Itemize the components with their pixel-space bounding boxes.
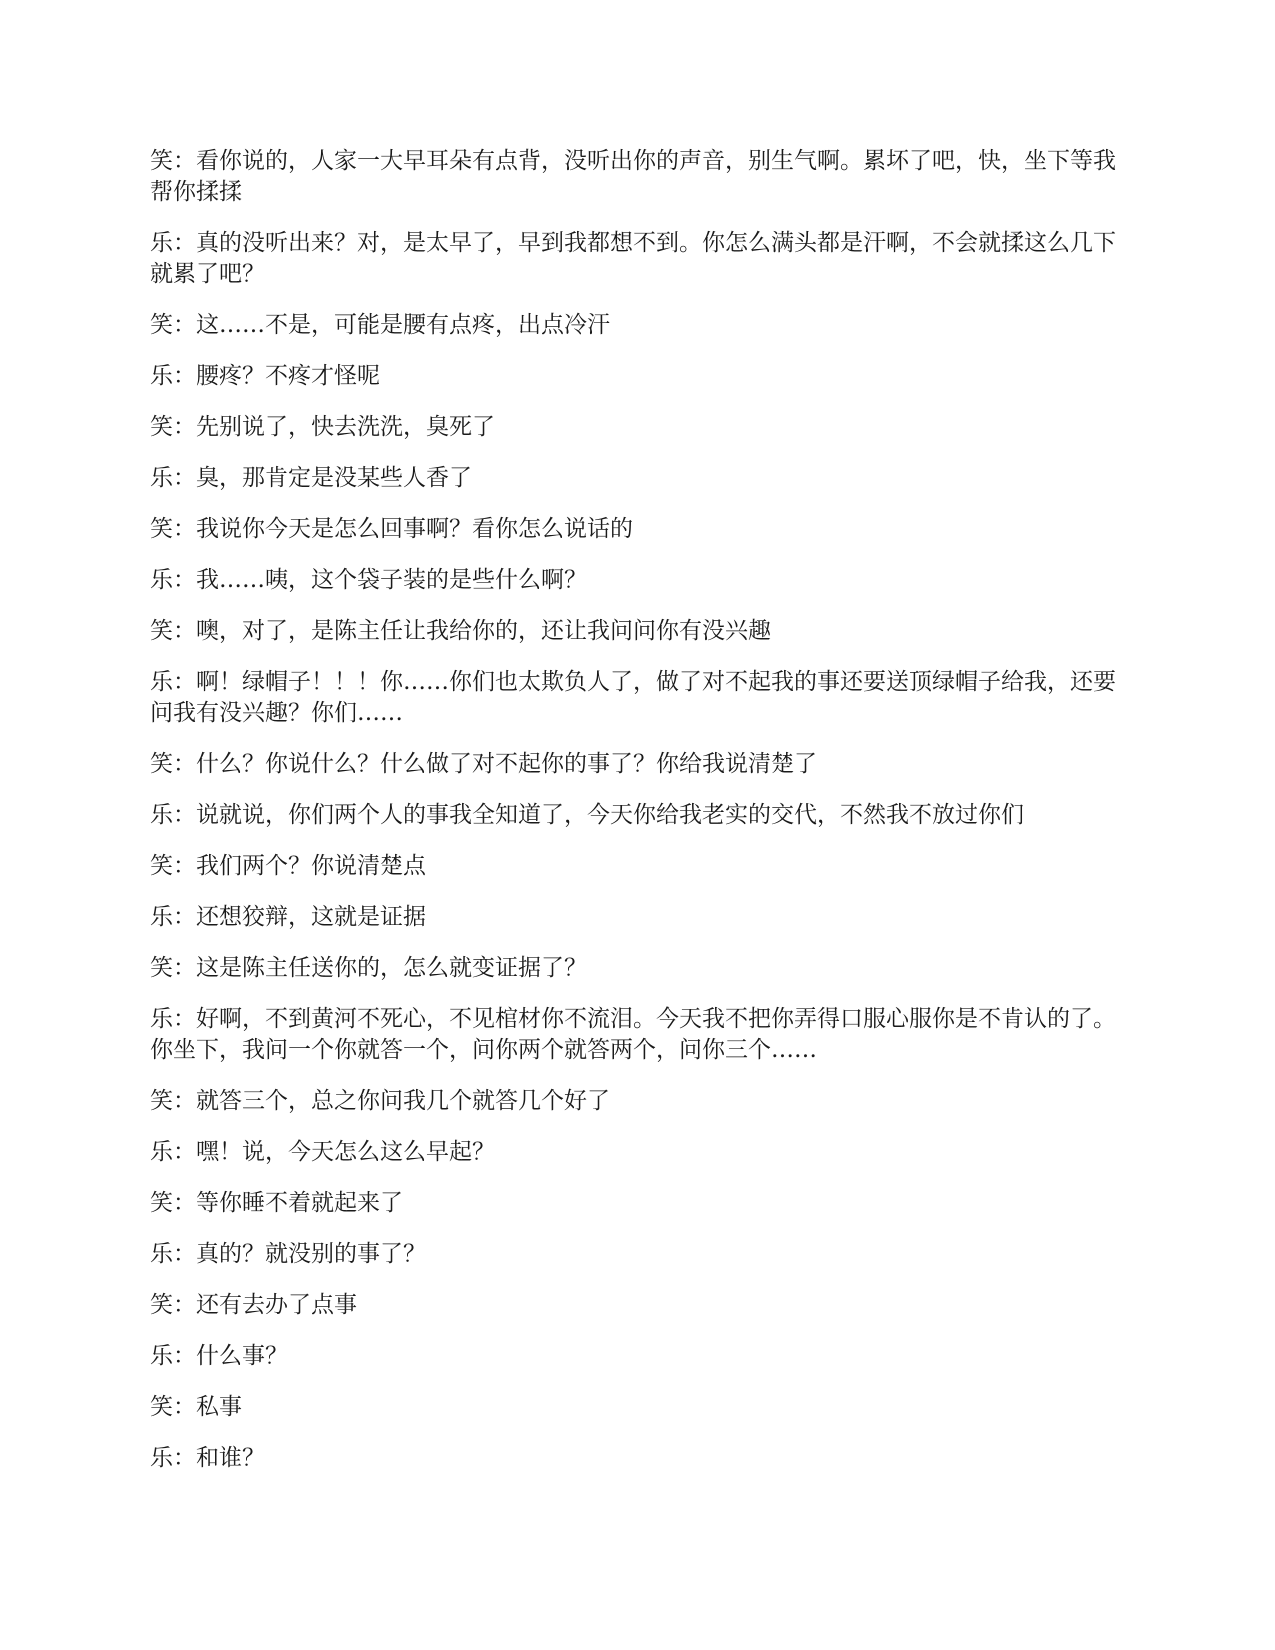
dialogue-line: 乐：和谁？ (150, 1445, 265, 1471)
dialogue-line: 乐：嘿！说，今天怎么这么早起？ (150, 1139, 495, 1165)
dialogue-line: 乐：说就说，你们两个人的事我全知道了，今天你给我老实的交代，不然我不放过你们 (150, 802, 1024, 828)
dialogue-line: 笑：先别说了，快去洗洗，臭死了 (150, 414, 495, 440)
dialogue-line: 笑：还有去办了点事 (150, 1292, 357, 1318)
dialogue-line: 乐：真的没听出来？对，是太早了，早到我都想不到。你怎么满头都是汗啊，不会就揉这么几下就累了吧？ (150, 230, 1116, 287)
dialogue-line: 乐：臭，那肯定是没某些人香了 (150, 465, 472, 491)
dialogue-line: 乐：什么事？ (150, 1343, 288, 1369)
dialogue-line: 乐：好啊，不到黄河不死心，不见棺材你不流泪。今天我不把你弄得口服心服你是不肯认的了。你坐下，我问一个你就答一个，问你两个就答两个，问你三个…… (150, 1006, 1116, 1063)
dialogue-line: 笑：私事 (150, 1394, 242, 1420)
dialogue-line: 笑：噢，对了，是陈主任让我给你的，还让我问问你有没兴趣 (150, 618, 771, 644)
dialogue-line: 乐：还想狡辩，这就是证据 (150, 904, 426, 930)
dialogue-line: 笑：什么？你说什么？什么做了对不起你的事了？你给我说清楚了 (150, 751, 817, 777)
dialogue-line: 乐：腰疼？不疼才怪呢 (150, 363, 380, 389)
dialogue-line: 笑：看你说的，人家一大早耳朵有点背，没听出你的声音，别生气啊。累坏了吧，快，坐下等我帮你揉揉 (150, 148, 1116, 205)
dialogue-line: 笑：这……不是，可能是腰有点疼，出点冷汗 (150, 312, 610, 338)
dialogue-body (150, 146, 1125, 1494)
dialogue-line: 笑：我们两个？你说清楚点 (150, 853, 426, 879)
dialogue-line: 乐：真的？就没别的事了？ (150, 1241, 426, 1267)
dialogue-line: 乐：我……咦，这个袋子装的是些什么啊？ (150, 567, 587, 593)
dialogue-line: 笑：就答三个，总之你问我几个就答几个好了 (150, 1088, 610, 1114)
dialogue-line: 笑：我说你今天是怎么回事啊？看你怎么说话的 (150, 516, 633, 542)
dialogue-line: 笑：这是陈主任送你的，怎么就变证据了？ (150, 955, 587, 981)
dialogue-line: 笑：等你睡不着就起来了 (150, 1190, 403, 1216)
dialogue-line: 乐：啊！绿帽子！！！你……你们也太欺负人了，做了对不起我的事还要送顶绿帽子给我，还要问我有没兴趣？你们…… (150, 669, 1116, 726)
